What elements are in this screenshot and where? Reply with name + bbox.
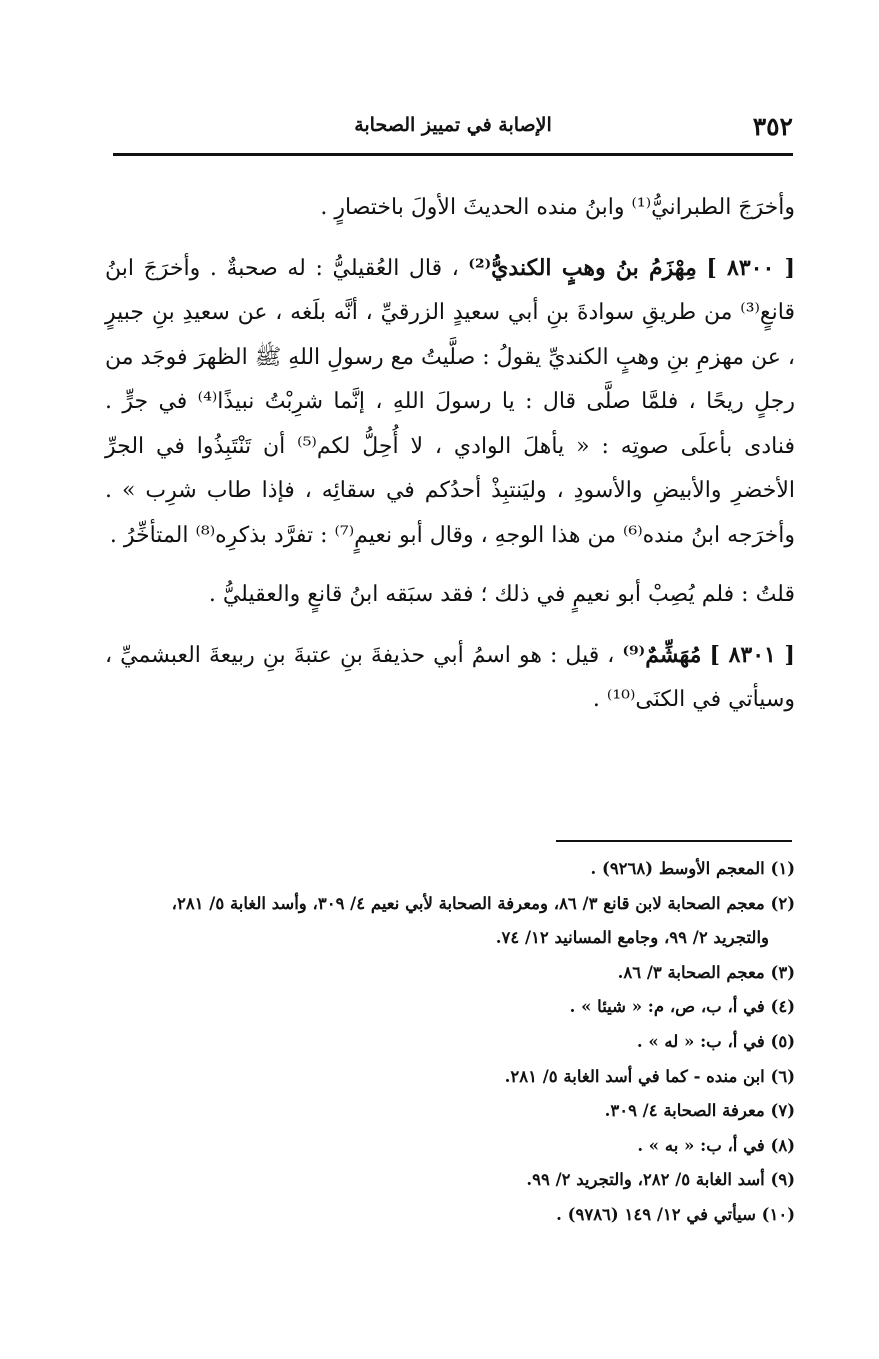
footnote-1: (١) المعجم الأوسط (٩٢٦٨) . xyxy=(590,859,795,878)
footnote-rule xyxy=(556,840,792,842)
header-rule xyxy=(113,153,793,156)
entry-text: ، قال العُقيليُّ : له صحبةٌ . وأخرَجَ ابنُ قانعٍ⁽³⁾ من طريقِ سوادةَ بنِ أبي سعيدٍ الزرقيِّ ، أنَّه بلَغه ، عن سعيدِ بنِ جبيرٍ ، عن مهزمِ بنِ وهبٍ الكنديِّ يقولُ : صلَّيتُ مع رسولِ اللهِ ﷺ الظهرَ فوجَد من رجلٍ ريحًا ، فلمَّا صلَّى قال : يا رسولَ اللهِ ، إنَّما شرِبْتُ نبيذًا⁽⁴⁾ في جرٍّ . فنادى بأعلَى صوتِه : « يأهلَ الوادي ، لا أُحِلُّ لكم⁽⁵⁾ أن تَنْتَبِذُوا في الجرِّ الأخضرِ والأبيضِ والأسودِ ، وليَنتبِذْ أحدُكم في سقائِه ، فإذا طاب شرِب » . وأخرَجه ابنُ منده⁽⁶⁾ من هذا الوجهِ ، وقال أبو نعيمٍ⁽⁷⁾ : تفرَّد بذكرِه⁽⁸⁾ المتأخِّرُ . xyxy=(105,255,795,548)
entry-8300 xyxy=(105,246,795,559)
entry-number: [ ٨٣٠٠ ] xyxy=(706,254,795,281)
page-number: ٣٥٢ xyxy=(752,112,793,141)
footnote-8: (٨) في أ، ب: « به » . xyxy=(637,1135,795,1155)
paragraph-intro: وأخرَجَ الطبرانيُّ⁽¹⁾ وابنُ منده الحديثَ الأولَ باختصارٍ . xyxy=(320,195,795,220)
entry-name: مِهْزَمُ بنُ وهبٍ الكنديُّ⁽²⁾ xyxy=(468,254,697,281)
footnote-9: (٩) أسد الغابة ٥/ ٢٨٢، والتجريد ٢/ ٩٩. xyxy=(526,1170,795,1190)
footnote-7: (٧) معرفة الصحابة ٤/ ٣٠٩. xyxy=(604,1101,795,1121)
footnote-5: (٥) في أ، ب: « له » . xyxy=(636,1031,795,1051)
footnotes xyxy=(105,852,795,1233)
entry-8301 xyxy=(105,633,795,723)
footnote-2: (٢) معجم الصحابة لابن قانع ٣/ ٨٦، ومعرفة الصحابة لأبي نعيم ٤/ ٣٠٩، وأسد الغابة ٥/ ٢٨١، xyxy=(171,893,795,913)
footnote-4: (٤) في أ، ب، ص، م: « شيئا » . xyxy=(569,997,795,1017)
footnote-3: (٣) معجم الصحابة ٣/ ٨٦. xyxy=(617,962,795,982)
footnote-6: (٦) ابن منده - كما في أسد الغابة ٥/ ٢٨١. xyxy=(504,1066,795,1086)
entry-number: [ ٨٣٠١ ] xyxy=(709,641,795,668)
running-head xyxy=(113,108,793,148)
entry-name: مُهَشِّمٌ⁽⁹⁾ xyxy=(622,641,702,668)
main-text xyxy=(105,186,795,723)
paragraph-comment: قلتُ : فلم يُصِبْ أبو نعيمٍ في ذلك ؛ فقد سبَقه ابنُ قانعٍ والعقيليُّ . xyxy=(208,582,795,607)
entry-text: ، قيل : هو اسمُ أبي حذيفةَ بنِ عتبةَ بنِ ربيعةَ العبشميِّ ، وسيأتي في الكنَى⁽¹⁰⁾ . xyxy=(105,642,795,712)
footnote-2-continued: والتجريد ٢/ ٩٩، وجامع المسانيد ١٢/ ٧٤. xyxy=(495,928,769,948)
footnote-10: (١٠) سيأتي في ١٢/ ١٤٩ (٩٧٨٦) . xyxy=(556,1204,795,1224)
book-title: الإصابة في تمييز الصحابة xyxy=(354,114,552,136)
